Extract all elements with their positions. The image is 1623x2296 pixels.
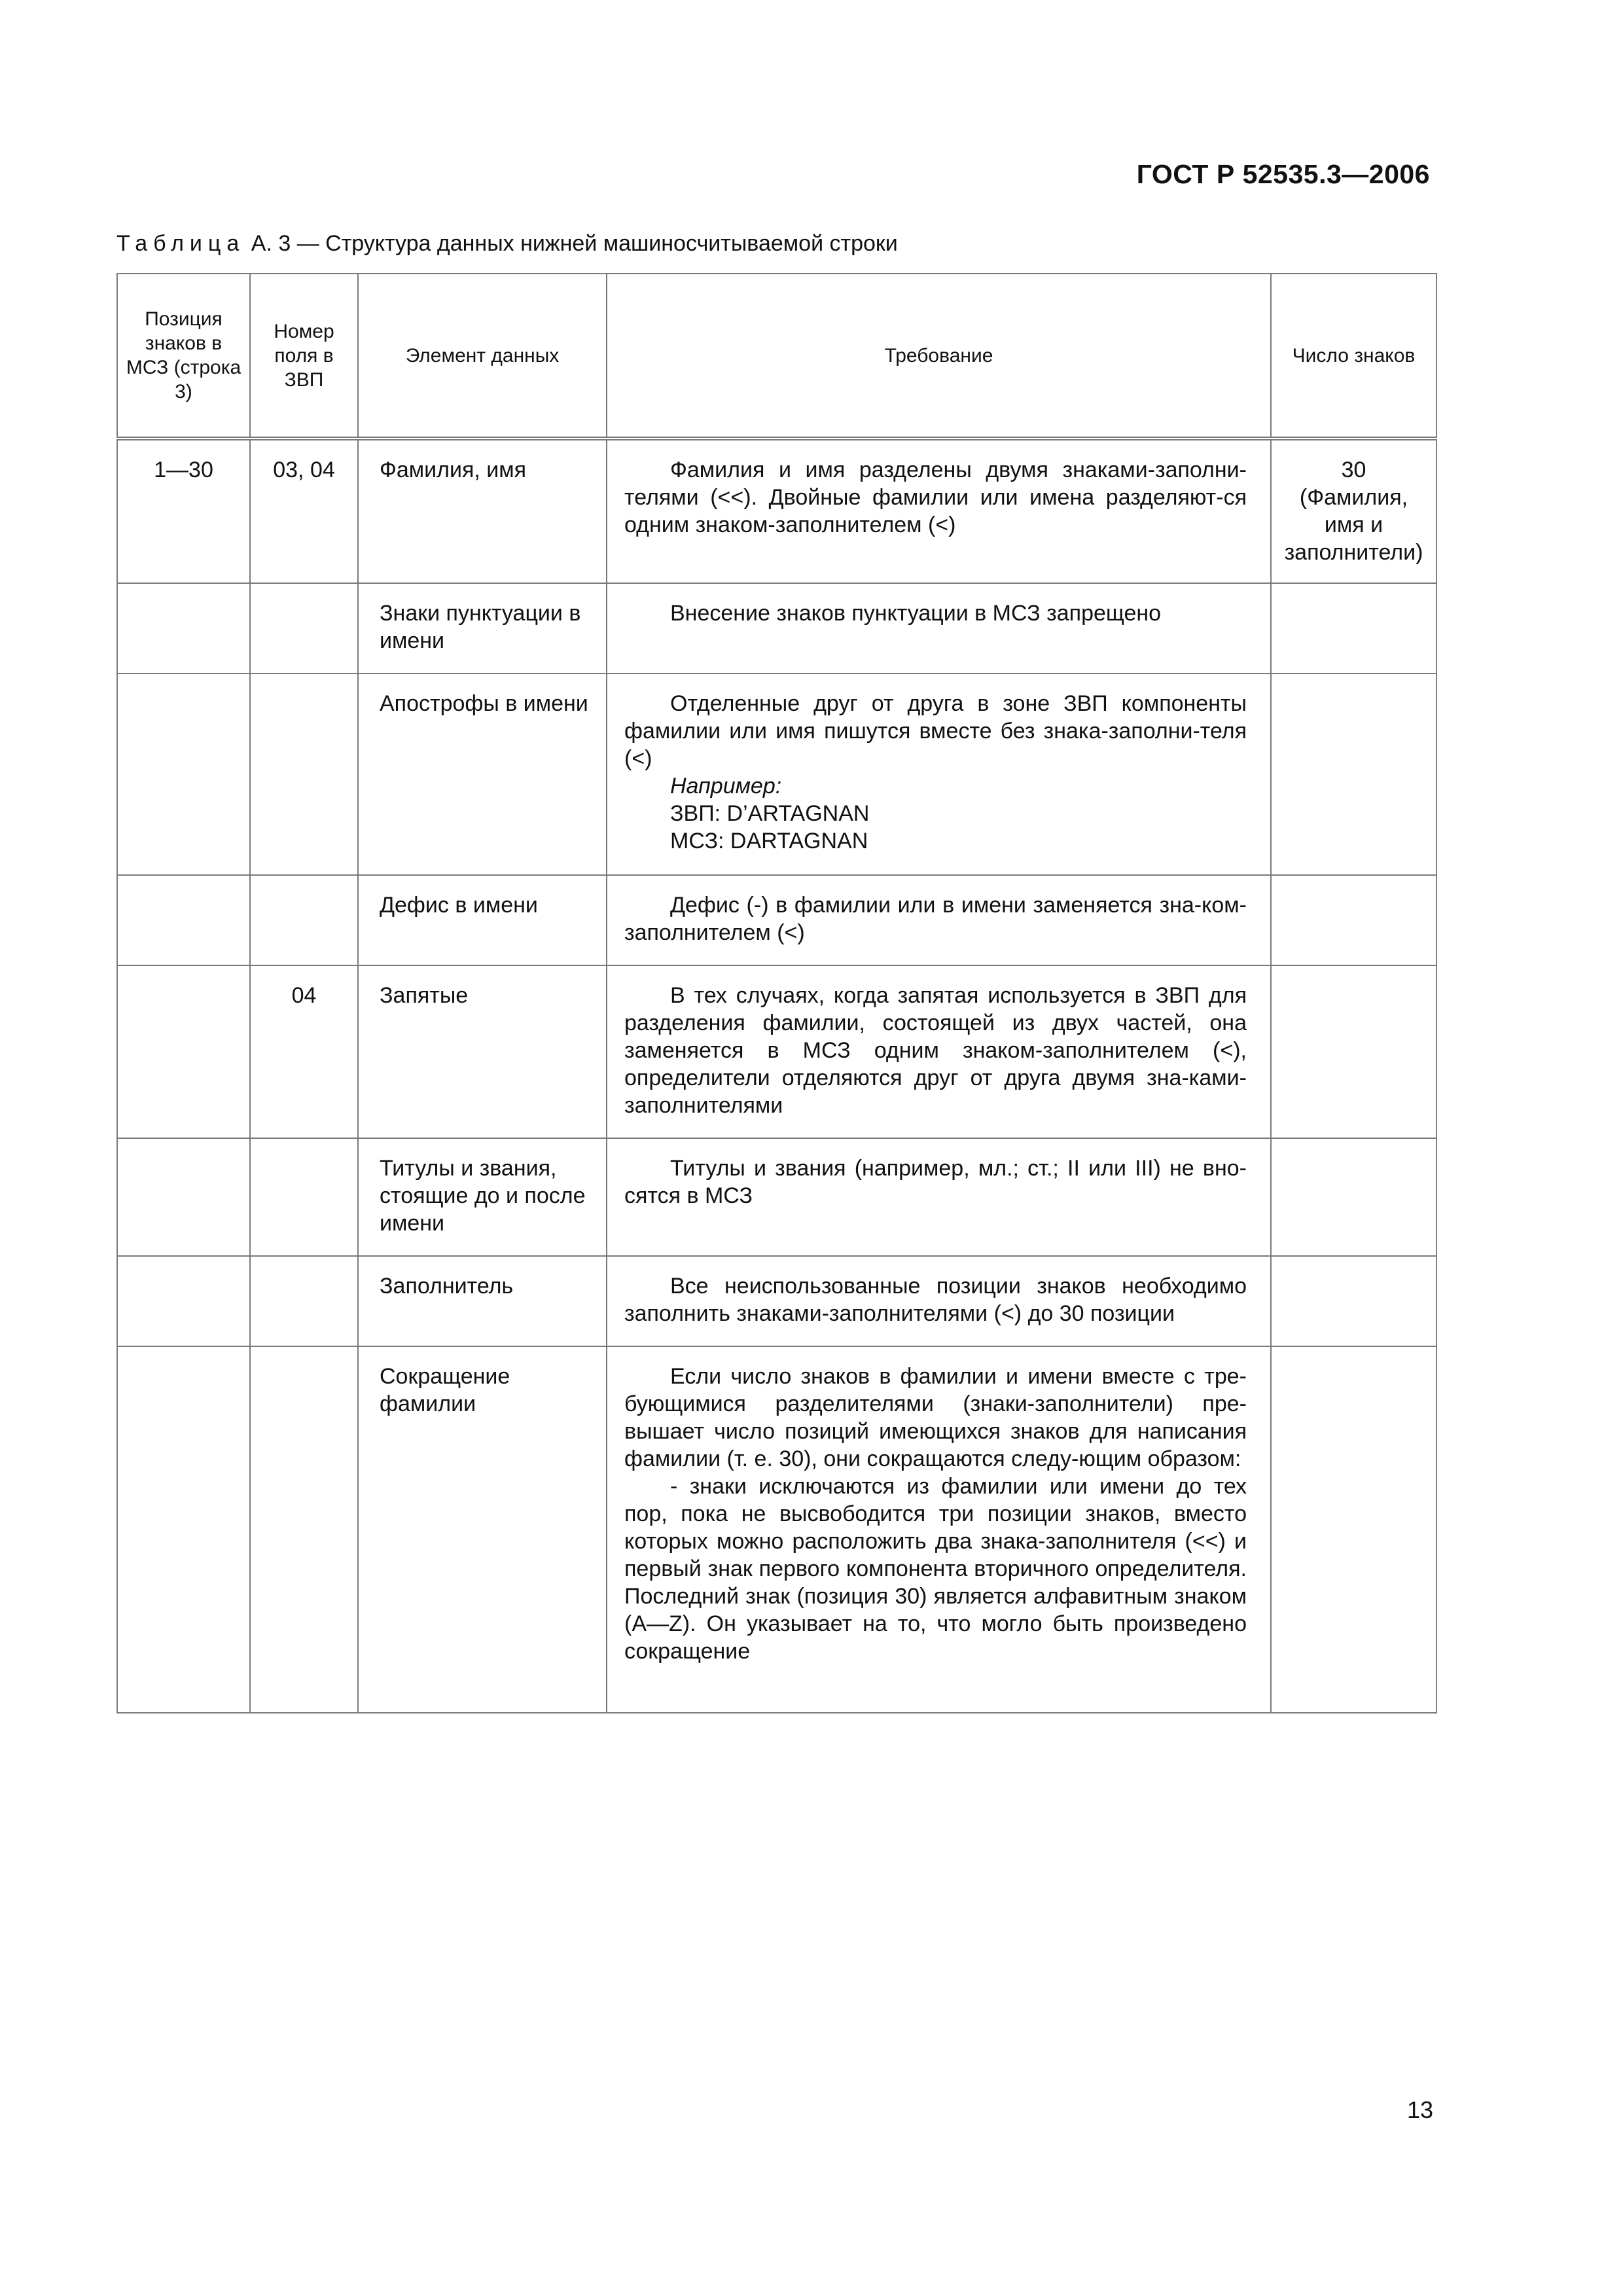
table-row [117,1256,1436,1346]
count-line: (Фамилия, [1299,485,1408,510]
cell-position [117,583,250,673]
cell-count [1271,583,1436,673]
caption-prefix: Таблица [116,231,245,256]
cell-element: Апострофы в имени [358,673,607,875]
cell-count [1271,965,1436,1138]
cell-element: Заполнитель [358,1256,607,1346]
cell-element: Знаки пунктуации в имени [358,583,607,673]
count-line: заполнители) [1284,540,1423,565]
cell-position [117,673,250,875]
cell-element: Фамилия, имя [358,439,607,583]
cell-requirement: Дефис (-) в фамилии или в имени заменяется зна-ком-заполнителем (<) [607,875,1271,965]
requirement-text: Если число знаков в фамилии и имени вместе с тре-бующимися разделителями (знаки-заполнители) пре-вышает число позиций имеющихся знаков для написания фамилии (т. е. 30), они сокращаются следу-ющим образом: [624,1364,1247,1471]
cell-element: Титулы и звания, стоящие до и после имени [358,1138,607,1256]
table-row [117,673,1436,875]
header-position: Позиция знаков в МСЗ (строка 3) [117,274,250,439]
cell-field [250,1256,358,1346]
header-requirement: Требование [607,274,1271,439]
table-row [117,875,1436,965]
cell-position: 1—30 [117,439,250,583]
header-char-count: Число знаков [1271,274,1436,439]
cell-element: Запятые [358,965,607,1138]
cell-field: 04 [250,965,358,1138]
cell-element: Сокращение фамилии [358,1346,607,1713]
table-header-row [117,274,1436,439]
caption-text: — Структура данных нижней машиносчитываемой строки [296,231,898,256]
cell-field [250,673,358,875]
cell-count [1271,875,1436,965]
requirement-list-item: - знаки исключаются из фамилии или имени до тех пор, пока не высвободится три позиции знаков, вместо которых можно расположить два знака-заполнителя (<<) и первый знак первого компонента вторичного определителя. Последний знак (позиция 30) является алфавитным знаком (A—Z). Он указывает на то, что могло быть произведено сокращение [624,1474,1247,1664]
cell-count [1271,439,1436,583]
requirement-text: Отделенные друг от друга в зоне ЗВП компоненты фамилии или имя пишутся вместе без знака-заполни-теля (<) [624,691,1247,771]
count-line: имя и [1324,512,1383,537]
cell-element: Дефис в имени [358,875,607,965]
table-row [117,439,1436,583]
cell-count [1271,673,1436,875]
cell-position [117,875,250,965]
cell-position [117,1138,250,1256]
page-number: 13 [1406,2096,1433,2123]
cell-requirement [607,1346,1271,1713]
table-row [117,965,1436,1138]
header-field-number: Номер поля в ЗВП [250,274,358,439]
example-line: МСЗ: DARTAGNAN [670,829,868,853]
table-row [117,583,1436,673]
cell-requirement: В тех случаях, когда запятая используется в ЗВП для разделения фамилии, состоящей из двух частей, она заменяется в МСЗ одним знаком-заполнителем (<), определители отделяются друг от друга двумя зна-ками-заполнителями [607,965,1271,1138]
document-code: ГОСТ Р 52535.3—2006 [1136,159,1430,189]
example-label: Например: [670,774,782,798]
cell-field [250,1346,358,1713]
mrz-structure-table [116,273,1437,1713]
cell-count [1271,1256,1436,1346]
example-line: ЗВП: D’ARTAGNAN [670,801,870,826]
table-caption [116,231,898,257]
cell-position [117,1346,250,1713]
header-data-element: Элемент данных [358,274,607,439]
cell-requirement: Все неиспользованные позиции знаков необходимо заполнить знаками-заполнителями (<) до 30 позиции [607,1256,1271,1346]
cell-requirement: Внесение знаков пунктуации в МСЗ запрещено [607,583,1271,673]
table-row [117,1138,1436,1256]
table-row [117,1346,1436,1713]
cell-count [1271,1346,1436,1713]
cell-field: 03, 04 [250,439,358,583]
cell-count [1271,1138,1436,1256]
cell-requirement: Фамилия и имя разделены двумя знаками-заполни-телями (<<). Двойные фамилии или имена разделяют-ся одним знаком-заполнителем (<) [607,439,1271,583]
cell-position [117,1256,250,1346]
cell-requirement: Титулы и звания (например, мл.; ст.; II или III) не вно-сятся в МСЗ [607,1138,1271,1256]
caption-number: А. 3 [251,231,291,256]
cell-position [117,965,250,1138]
cell-requirement [607,673,1271,875]
cell-field [250,875,358,965]
count-line: 30 [1341,457,1366,482]
cell-field [250,1138,358,1256]
cell-field [250,583,358,673]
